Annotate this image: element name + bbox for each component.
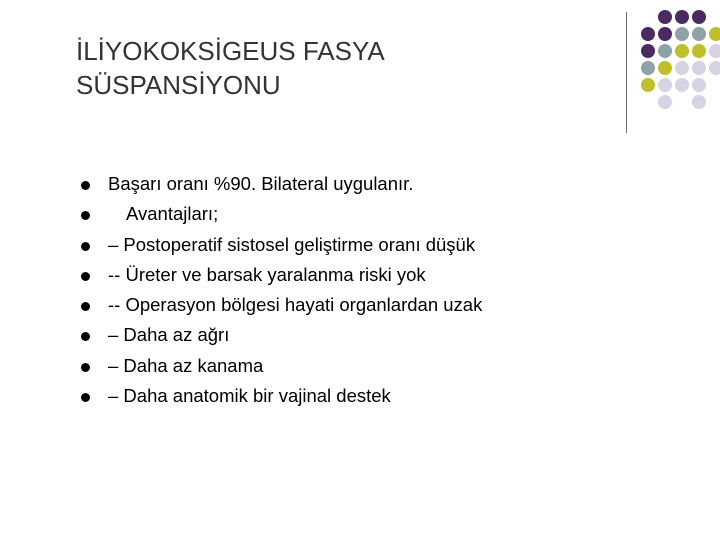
- decorative-dot-lavender: [675, 61, 689, 75]
- bullet-dot-icon: [81, 211, 90, 220]
- decorative-dot-teal: [675, 27, 689, 41]
- bullet-item: Avantajları;: [80, 199, 482, 229]
- decorative-dot-purple: [658, 10, 672, 24]
- decorative-dot-teal: [641, 61, 655, 75]
- bullet-dot-icon: [81, 242, 90, 251]
- decorative-dot-olive: [692, 44, 706, 58]
- decorative-dot-purple: [658, 27, 672, 41]
- decorative-dot-teal: [658, 44, 672, 58]
- bullet-dot-icon: [81, 332, 90, 341]
- decorative-dot-purple: [641, 44, 655, 58]
- decorative-dot-lavender: [675, 78, 689, 92]
- bullet-dot-icon: [81, 181, 90, 190]
- decorative-dot-olive: [658, 61, 672, 75]
- bullet-item: -- Operasyon bölgesi hayati organlardan uzak: [80, 290, 482, 320]
- bullet-item: – Daha az kanama: [80, 351, 482, 381]
- bullet-dot-icon: [81, 302, 90, 311]
- decorative-dot-lavender: [692, 78, 706, 92]
- bullet-list: [80, 169, 482, 411]
- bullet-dot-icon: [81, 363, 90, 372]
- decorative-dot-lavender: [658, 95, 672, 109]
- decorative-dot-olive: [675, 44, 689, 58]
- bullet-item: – Daha anatomik bir vajinal destek: [80, 381, 482, 411]
- bullet-item: – Postoperatif sistosel geliştirme oranı düşük: [80, 230, 482, 260]
- decorative-dot-purple: [675, 10, 689, 24]
- slide-title-line-2: SÜSPANSİYONU: [76, 70, 281, 100]
- decorative-dot-purple: [692, 10, 706, 24]
- slide-title-line-1: İLİYOKOKSİGEUS FASYA: [76, 36, 385, 66]
- decorative-dot-lavender: [692, 95, 706, 109]
- decorative-dot-lavender: [709, 61, 720, 75]
- bullet-dot-icon: [81, 272, 90, 281]
- vertical-divider: [626, 12, 627, 133]
- decorative-dot-olive: [641, 78, 655, 92]
- decorative-dot-lavender: [658, 78, 672, 92]
- decorative-dot-teal: [692, 27, 706, 41]
- slide-title: [76, 34, 596, 102]
- bullet-item: -- Üreter ve barsak yaralanma riski yok: [80, 260, 482, 290]
- decorative-dot-olive: [709, 27, 720, 41]
- decorative-dot-lavender: [709, 44, 720, 58]
- bullet-dot-icon: [81, 393, 90, 402]
- decorative-dot-purple: [641, 27, 655, 41]
- decorative-dot-lavender: [692, 61, 706, 75]
- bullet-item: – Daha az ağrı: [80, 320, 482, 350]
- bullet-item: Başarı oranı %90. Bilateral uygulanır.: [80, 169, 482, 199]
